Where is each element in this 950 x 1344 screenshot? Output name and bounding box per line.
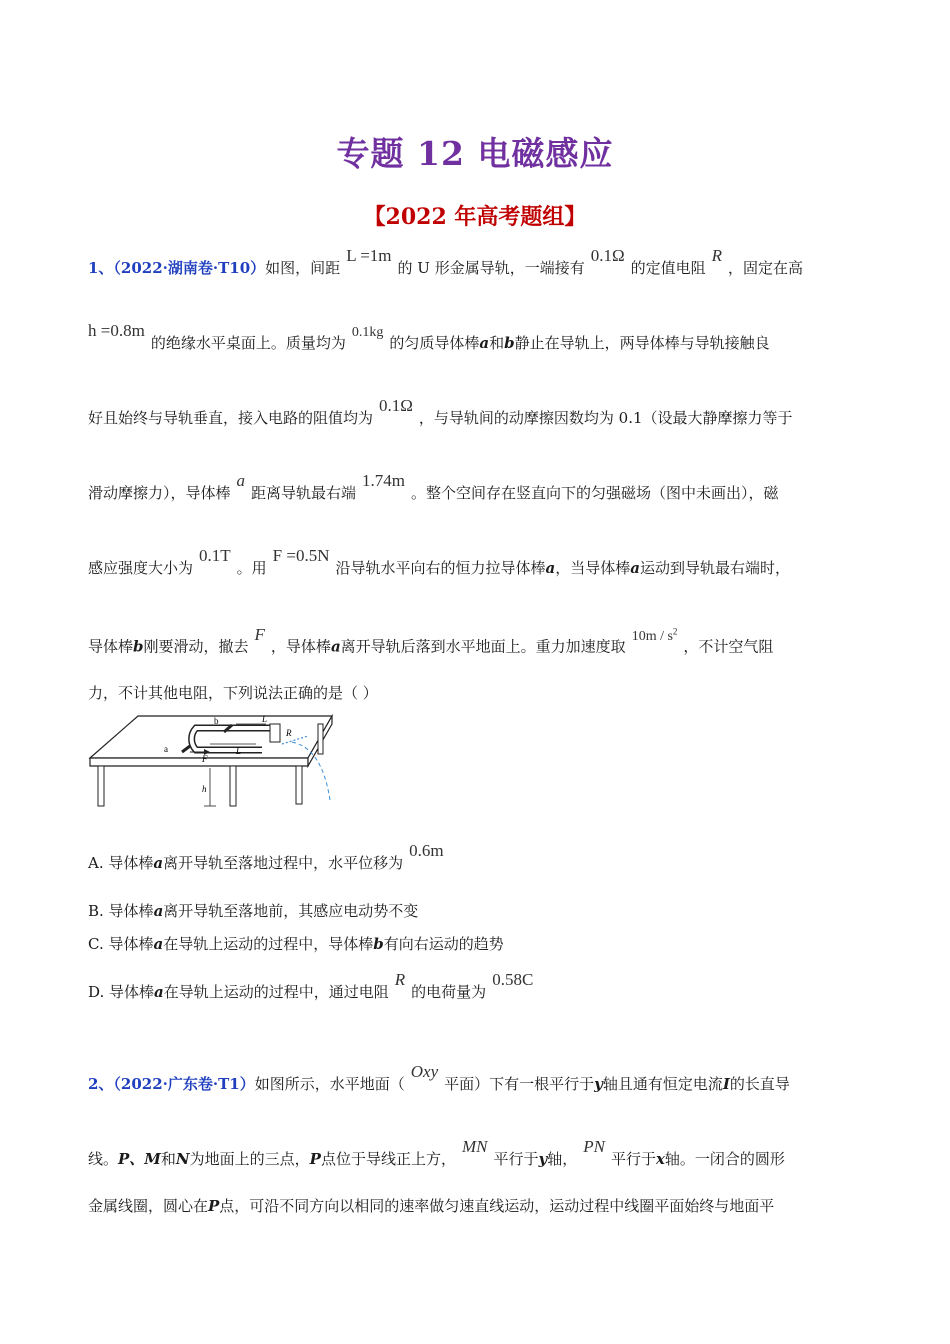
var-P: P bbox=[309, 1150, 321, 1168]
var-P: P bbox=[208, 1197, 220, 1215]
var-I: I bbox=[722, 1075, 730, 1093]
q1-line-6 bbox=[88, 624, 774, 659]
math-r2: 0.1Ω bbox=[379, 396, 413, 415]
var-y: y bbox=[538, 1150, 548, 1168]
q1-text: 和 bbox=[489, 334, 505, 352]
q1-text: 。用 bbox=[236, 559, 267, 577]
table-leg bbox=[98, 766, 104, 806]
q2-text: 轴。一闭合的圆形 bbox=[664, 1150, 785, 1168]
q1-text: 的绝缘水平桌面上。质量均为 bbox=[150, 334, 346, 352]
var-a: a bbox=[153, 902, 164, 920]
label-h: h bbox=[202, 784, 207, 794]
q1-text: 的定值电阻 bbox=[630, 259, 706, 277]
math-R: R bbox=[711, 246, 722, 265]
math-L: L =1m bbox=[346, 246, 392, 265]
q1-text: 运动到导轨最右端时， bbox=[640, 559, 791, 577]
q1-text: ，与导轨间的动摩擦因数均为 0.1（设最大静摩擦力等于 bbox=[418, 409, 793, 427]
var-a: a bbox=[330, 637, 341, 656]
q1-text: 离开导轨后落到水平地面上。重力加速度取 bbox=[340, 637, 626, 656]
label-b: b bbox=[214, 716, 219, 726]
q1-text: 导体棒 bbox=[88, 637, 134, 656]
math-PN: PN bbox=[583, 1137, 605, 1156]
q1-text: 感应强度大小为 bbox=[88, 559, 194, 577]
option-text: 有向右运动的趋势 bbox=[383, 935, 504, 953]
math-g-value: 10m / s bbox=[631, 628, 673, 644]
q1-text: ，当导体棒 bbox=[555, 559, 631, 577]
q1-text: ，不计空气阻 bbox=[683, 637, 774, 656]
q1-text: 沿导轨水平向右的恒力拉导体棒 bbox=[335, 559, 546, 577]
option-text: A. 导体棒 bbox=[88, 854, 154, 872]
q1-text: 静止在导轨上，两导体棒与导轨接触良 bbox=[514, 334, 770, 352]
q2-text: 平面）下有一根平行于 bbox=[444, 1075, 595, 1093]
option-text: 在导轨上运动的过程中，通过电阻 bbox=[163, 983, 389, 1001]
math-a: a bbox=[236, 471, 246, 490]
q2-line-3 bbox=[88, 1196, 774, 1216]
q2-text: 线。 bbox=[88, 1150, 119, 1168]
var-a: a bbox=[630, 559, 640, 577]
q2-text: 轴， bbox=[547, 1150, 578, 1168]
q1-text: ，固定在高 bbox=[728, 259, 804, 277]
q1-line-4 bbox=[88, 471, 779, 503]
var-N: N bbox=[175, 1150, 190, 1168]
math-value: 0.58C bbox=[492, 970, 534, 989]
rail-diagram-figure bbox=[86, 708, 336, 812]
q1-text: 。整个空间存在竖直向下的匀强磁场（图中未画出），磁 bbox=[411, 484, 779, 502]
table-leg bbox=[230, 766, 236, 806]
q1-text: 的 U 形金属导轨，一端接有 bbox=[397, 259, 585, 277]
label-F: F bbox=[202, 754, 208, 764]
var-a: a bbox=[154, 983, 164, 1001]
math-g bbox=[631, 626, 678, 644]
q2-number: 2、（2022·广东卷·T1） bbox=[88, 1075, 255, 1093]
q2-text: 金属线圈，圆心在 bbox=[88, 1197, 209, 1215]
q2-line-2 bbox=[88, 1137, 785, 1169]
q1-text: ，导体棒 bbox=[270, 637, 331, 656]
page-title: 专题 12 电磁感应 bbox=[336, 134, 614, 173]
math-g-sup: 2 bbox=[672, 626, 678, 636]
q1-line-7: 力，不计其他电阻，下列说法正确的是（ ） bbox=[88, 684, 378, 702]
math-F2: F bbox=[254, 624, 265, 644]
q1-text: 刚要滑动，撤去 bbox=[143, 637, 249, 656]
math-dist: 1.74m bbox=[362, 471, 406, 490]
q1-line-3 bbox=[88, 396, 793, 428]
resistor bbox=[270, 724, 280, 742]
q2-text: 点位于导线正上方， bbox=[320, 1150, 456, 1168]
option-text: 在导轨上运动的过程中，导体棒 bbox=[163, 935, 374, 953]
option-text: D. 导体棒 bbox=[88, 983, 155, 1001]
label-L: L bbox=[236, 746, 242, 756]
q2-text: 和 bbox=[160, 1150, 176, 1168]
table-leg bbox=[318, 724, 323, 754]
var-x: x bbox=[655, 1150, 665, 1168]
option-b[interactable] bbox=[88, 900, 418, 921]
option-c[interactable] bbox=[88, 933, 504, 954]
table-leg bbox=[296, 766, 302, 804]
option-text: 离开导轨至落地前，其感应电动势不变 bbox=[163, 902, 419, 920]
math-Oxy: Oxy bbox=[410, 1062, 439, 1081]
q1-text: 好且始终与导轨垂直，接入电路的阻值均为 bbox=[88, 409, 374, 427]
option-text: B. 导体棒 bbox=[88, 902, 154, 920]
q1-text: 距离导轨最右端 bbox=[251, 484, 357, 502]
option-d[interactable] bbox=[88, 970, 539, 1002]
option-text: C. 导体棒 bbox=[88, 935, 154, 953]
math-B: 0.1T bbox=[199, 546, 231, 565]
option-text: 离开导轨至落地过程中，水平位移为 bbox=[163, 854, 404, 872]
q1-number: 1、（2022·湖南卷·T10） bbox=[88, 259, 266, 277]
table-edge bbox=[90, 758, 308, 766]
q1-text: 如图，间距 bbox=[265, 259, 341, 277]
var-b: b bbox=[504, 334, 515, 352]
var-a: a bbox=[479, 334, 490, 352]
label-a: a bbox=[164, 744, 168, 754]
q1-line-2 bbox=[88, 321, 770, 355]
var-a: a bbox=[545, 559, 556, 577]
math-mass: 0.1kg bbox=[351, 325, 384, 340]
q2-text: 平行于 bbox=[493, 1150, 539, 1168]
q1-text: 滑动摩擦力），导体棒 bbox=[88, 484, 231, 502]
var-PM: P、M bbox=[118, 1150, 161, 1168]
q1-line-1 bbox=[88, 246, 804, 278]
label-L: L bbox=[262, 714, 268, 724]
q2-line-1 bbox=[88, 1062, 790, 1094]
math-h: h =0.8m bbox=[88, 321, 145, 340]
option-a[interactable] bbox=[88, 841, 450, 873]
math-MN: MN bbox=[461, 1137, 488, 1156]
option-text: 的电荷量为 bbox=[411, 983, 487, 1001]
var-y: y bbox=[594, 1075, 603, 1093]
q2-text: 如图所示，水平地面（ bbox=[254, 1075, 405, 1093]
label-R: R bbox=[286, 728, 292, 738]
q2-text: 为地面上的三点， bbox=[189, 1150, 310, 1168]
q2-text: 的长直导 bbox=[729, 1075, 790, 1093]
q2-text: 平行于 bbox=[610, 1150, 656, 1168]
q1-text: 的匀质导体棒 bbox=[389, 334, 480, 352]
q2-text: 轴且通有恒定电流 bbox=[602, 1075, 723, 1093]
q2-text: 点，可沿不同方向以相同的速率做匀速直线运动，运动过程中线圈平面始终与地面平 bbox=[219, 1197, 775, 1215]
section-subtitle: 【2022 年高考题组】 bbox=[363, 204, 587, 230]
var-b: b bbox=[133, 637, 144, 656]
var-a: a bbox=[153, 935, 164, 953]
q1-line-5 bbox=[88, 546, 791, 578]
math-R: R bbox=[394, 970, 406, 989]
math-r1: 0.1Ω bbox=[590, 246, 625, 265]
math-value: 0.6m bbox=[409, 841, 444, 860]
var-b: b bbox=[373, 935, 384, 953]
var-a: a bbox=[153, 854, 164, 872]
math-F: F =0.5N bbox=[272, 546, 330, 565]
